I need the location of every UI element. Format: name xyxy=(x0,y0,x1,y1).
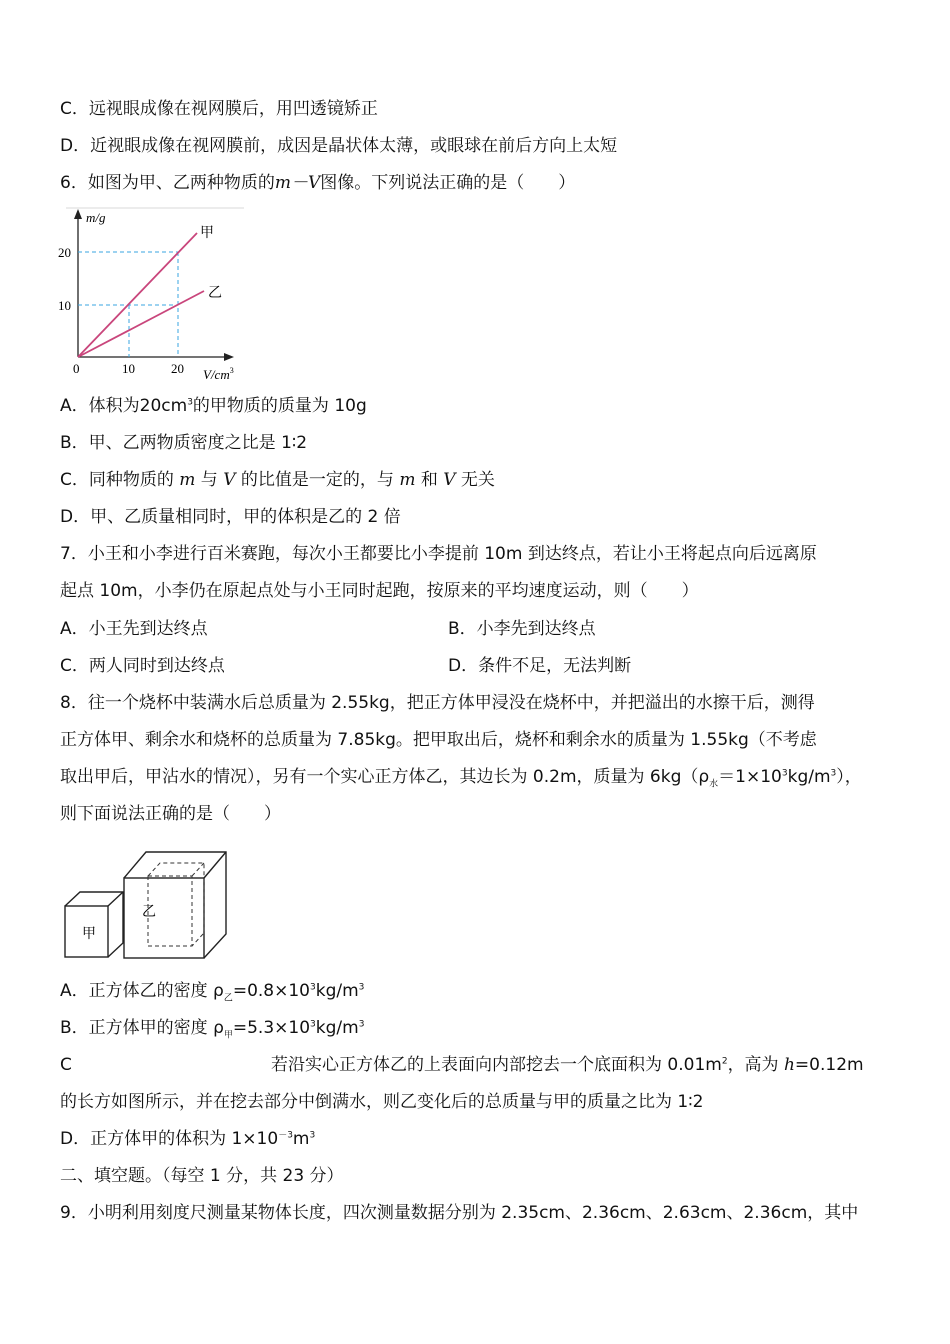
q5-option-d: D．近视眼成像在视网膜前，成因是晶状体太薄，或眼球在前后方向上太短 xyxy=(60,136,618,156)
x-tick-10: 10 xyxy=(122,361,135,376)
q8-option-c-line1: C 若沿实心正方体乙的上表面向内部挖去一个底面积为 $0.01m^2$，高为 h=0.12m xyxy=(60,1055,864,1075)
y-axis-label: m/g xyxy=(86,210,106,225)
q6-mv-graph xyxy=(58,205,253,383)
q8-option-b: B．正方体甲的密度 $\rho_甲=5.3\times 10^3kg/m^3$ xyxy=(60,1018,365,1041)
cube-jia xyxy=(65,892,123,957)
q9-stem-line1: 9．小明利用刻度尺测量某物体长度，四次测量数据分别为 2.35cm、2.36cm、2.63cm、2.36cm，其中 xyxy=(60,1203,859,1223)
q6-option-a: A．体积为$20cm^3$的甲物质的质量为 10g xyxy=(60,396,367,416)
label-yi: 乙 xyxy=(208,286,222,301)
q8-stem-line2: 正方体甲、剩余水和烧杯的总质量为 7.85kg。把甲取出后，烧杯和剩余水的质量为 1.55kg（不考虑 xyxy=(60,730,817,750)
q8-option-a: A．正方体乙的密度 $\rho_乙=0.8\times 10^3kg/m^3$ xyxy=(60,981,365,1004)
q8-option-d: D．正方体甲的体积为 $1\times 10^{-3}m^3$ xyxy=(60,1129,316,1149)
q7-option-d: D．条件不足，无法判断 xyxy=(448,656,632,676)
q7-option-a: A．小王先到达终点 xyxy=(60,619,208,639)
q5-option-c: C．远视眼成像在视网膜后，用凹透镜矫正 xyxy=(60,99,378,119)
cavity-dashed xyxy=(148,863,204,946)
y-axis-arrow xyxy=(74,209,82,219)
q8-option-c-line2: 的长方如图所示，并在挖去部分中倒满水，则乙变化后的总质量与甲的质量之比为 1∶2 xyxy=(60,1092,704,1112)
q7-options-row2 xyxy=(60,655,632,677)
q7-option-b: B．小李先到达终点 xyxy=(448,619,596,639)
section-2-title: 二、填空题。（每空 1 分，共 23 分） xyxy=(60,1166,344,1186)
line-yi xyxy=(78,291,204,357)
x-axis-arrow xyxy=(224,353,234,361)
q7-stem-line1: 7．小王和小李进行百米赛跑，每次小王都要比小李提前 10m 到达终点，若让小王将起点向后远离原 xyxy=(60,544,817,564)
y-tick-10: 10 xyxy=(58,298,71,313)
q8-stem-line4: 则下面说法正确的是（ ） xyxy=(60,804,281,824)
y-tick-20: 20 xyxy=(58,245,71,260)
q7-option-c: C．两人同时到达终点 xyxy=(60,656,225,676)
q7-stem-line2: 起点 10m，小李仍在原起点处与小王同时起跑，按原来的平均速度运动，则（ ） xyxy=(60,581,699,601)
q6-option-c: C．同种物质的 m 与 V 的比值是一定的，与 m 和 V 无关 xyxy=(60,470,495,490)
q8-stem-line1: 8．往一个烧杯中装满水后总质量为 2.55kg，把正方体甲浸没在烧杯中，并把溢出的水擦干后，测得 xyxy=(60,693,815,713)
q6-stem: 6．如图为甲、乙两种物质的m－V图像。下列说法正确的是（ ） xyxy=(60,173,576,193)
cube-jia-label: 甲 xyxy=(82,927,96,942)
cube-yi-label: 乙 xyxy=(142,905,156,920)
x-tick-20: 20 xyxy=(171,361,184,376)
label-jia: 甲 xyxy=(200,226,214,241)
q6-option-b: B．甲、乙两物质密度之比是 1∶2 xyxy=(60,433,308,453)
cube-yi xyxy=(124,852,226,958)
q8-stem-line3: 取出甲后，甲沾水的情况），另有一个实心正方体乙，其边长为 0.2m，质量为 $6kg(\rho_水=1\times 10^3kg/m^3)$， xyxy=(60,767,862,790)
q6-option-d: D．甲、乙质量相同时，甲的体积是乙的 2 倍 xyxy=(60,507,401,527)
origin-label: 0 xyxy=(73,361,80,376)
q7-options-row1 xyxy=(60,618,596,640)
q8-cubes-figure xyxy=(60,848,235,970)
x-axis-label: $V/cm^3$ xyxy=(203,366,234,382)
